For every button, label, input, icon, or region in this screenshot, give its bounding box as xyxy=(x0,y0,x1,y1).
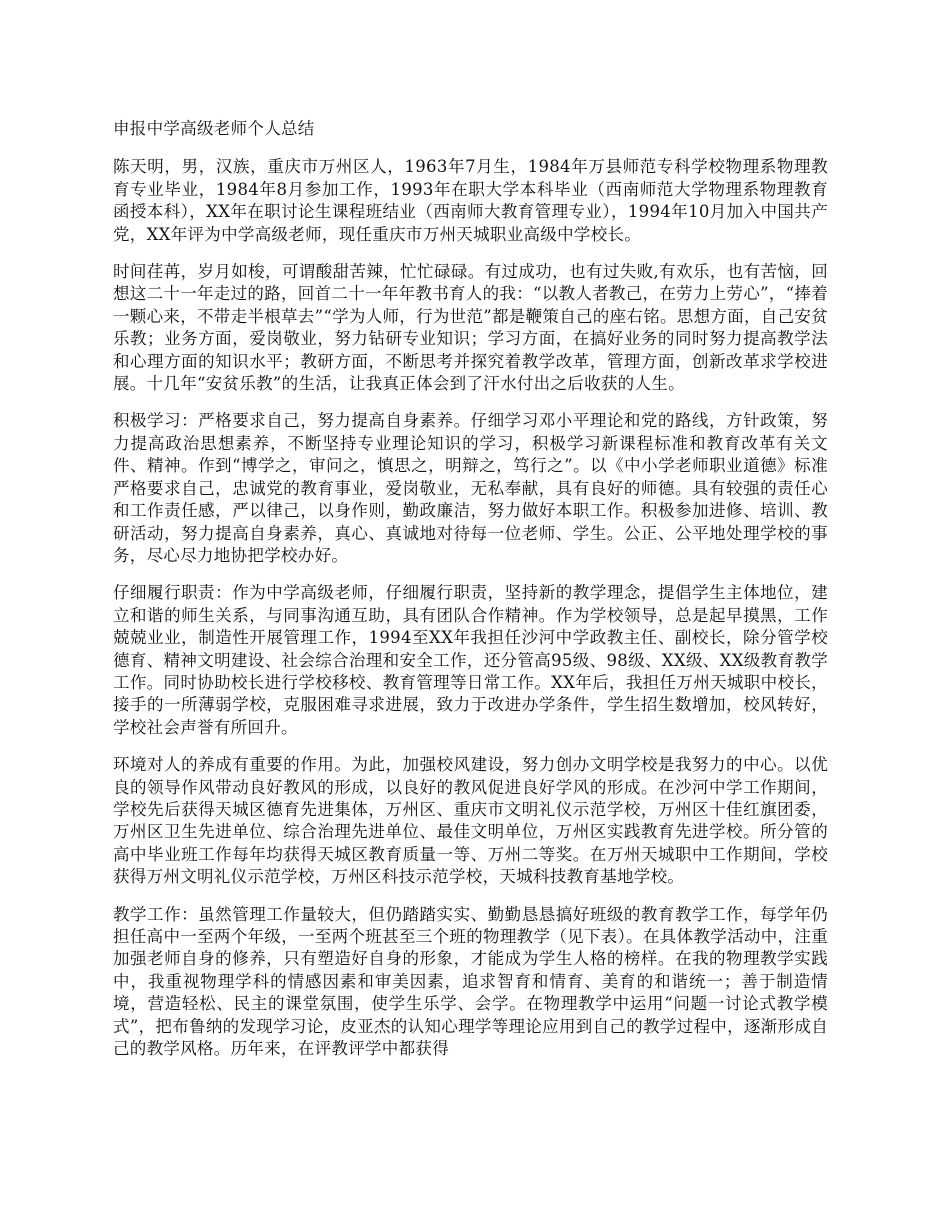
paragraph-personal-info: 陈天明，男，汉族，重庆市万州区人，1963年7月生，1984年万县师范专科学校物理系物理教育专业毕业，1984年8月参加工作，1993年在职大学本科毕业（西南师范大学物理系物理教育函授本科），XX年在职讨论生课程班结业（西南师大教育管理专业），1994年10月加入中国共产党，XX年评为中学高级老师，现任重庆市万州天城职业高级中学校长。 xyxy=(113,157,828,244)
document-page xyxy=(113,118,828,1075)
paragraph-active-learning: 积极学习：严格要求自己，努力提高自身素养。仔细学习邓小平理论和党的路线，方针政策，努力提高政治思想素养，不断坚持专业理论知识的学习，积极学习新课程标准和教育改革有关文件、精神。作到“博学之，审问之，慎思之，明辩之，笃行之”。以《中小学老师职业道德》标准严格要求自己，忠诚党的教育事业，爱岗敬业，无私奉献，具有良好的师德。具有较强的责任心和工作责任感，严以律己，以身作则，勤政廉洁，努力做好本职工作。积极参加进修、培训、教研活动，努力提高自身素养，真心、真诚地对待每一位老师、学生。公正、公平地处理学校的事务，尽心尽力地协把学校办好。 xyxy=(113,411,828,565)
paragraph-duties: 仔细履行职责：作为中学高级老师，仔细履行职责，坚持新的教学理念，提倡学生主体地位，建立和谐的师生关系，与同事沟通互助，具有团队合作精神。作为学校领导，总是起早摸黑，工作兢兢业业，制造性开展管理工作，1994至XX年我担任沙河中学政教主任、副校长，除分管学校德育、精神文明建设、社会综合治理和安全工作，还分管高95级、98级、XX级、XX级教育教学工作。同时协助校长进行学校移校、教育管理等日常工作。XX年后，我担任万州天城职中校长，接手的一所薄弱学校，克服困难寻求进展，致力于改进办学条件，学生招生数增加，校风转好，学校社会声誉有所回升。 xyxy=(113,583,828,737)
document-title: 申报中学高级老师个人总结 xyxy=(113,119,315,138)
paragraph-reflection: 时间荏苒，岁月如梭，可谓酸甜苦辣，忙忙碌碌。有过成功，也有过失败,有欢乐，也有苦恼，回想这二十一年走过的路，回首二十一年年教书育人的我：“以教人者教己，在劳力上劳心”，“捧着一颗心来，不带走半根草去”“学为人师，行为世范”都是鞭策自己的座右铭。思想方面，自己安贫乐教；业务方面，爱岗敬业，努力钻研专业知识；学习方面，在搞好业务的同时努力提高教学法和心理方面的知识水平；教研方面，不断思考并探究着教学改革，管理方面，创新改革求学校进展。十几年“安贫乐教”的生活，让我真正体会到了汗水付出之后收获的人生。 xyxy=(113,262,829,394)
paragraph-teaching-work: 教学工作：虽然管理工作量较大，但仍踏踏实实、勤勤恳恳搞好班级的教育教学工作，每学年仍担任高中一至两个年级，一至两个班甚至三个班的物理教学（见下表）。在具体教学活动中，注重加强老师自身的修养，只有塑造好自身的形象，才能成为学生人格的榜样。在我的物理教学实践中，我重视物理学科的情感因素和审美因素，追求智育和情育、美育的和谐统一；善于制造情境，营造轻松、民主的课堂氛围，使学生乐学、会学。在物理教学中运用“问题一讨论式教学模式”，把布鲁纳的发现学习论，皮亚杰的认知心理学等理论应用到自己的教学过程中，逐渐形成自己的教学风格。历年来，在评教评学中都获得 xyxy=(113,904,828,1059)
paragraph-environment: 环境对人的养成有重要的作用。为此，加强校风建设，努力创办文明学校是我努力的中心。以优良的领导作风带动良好教风的形成，以良好的教风促进良好学风的形成。在沙河中学工作期间，学校先后获得天城区德育先进集体，万州区、重庆市文明礼仪示范学校，万州区十佳红旗团委，万州区卫生先进单位、综合治理先进单位、最佳文明单位，万州区实践教育先进学校。所分管的高中毕业班工作每年均获得天城区教育质量一等、万州二等奖。在万州天城职中工作期间，学校获得万州文明礼仪示范学校，万州区科技示范学校，天城科技教育基地学校。 xyxy=(113,755,828,887)
